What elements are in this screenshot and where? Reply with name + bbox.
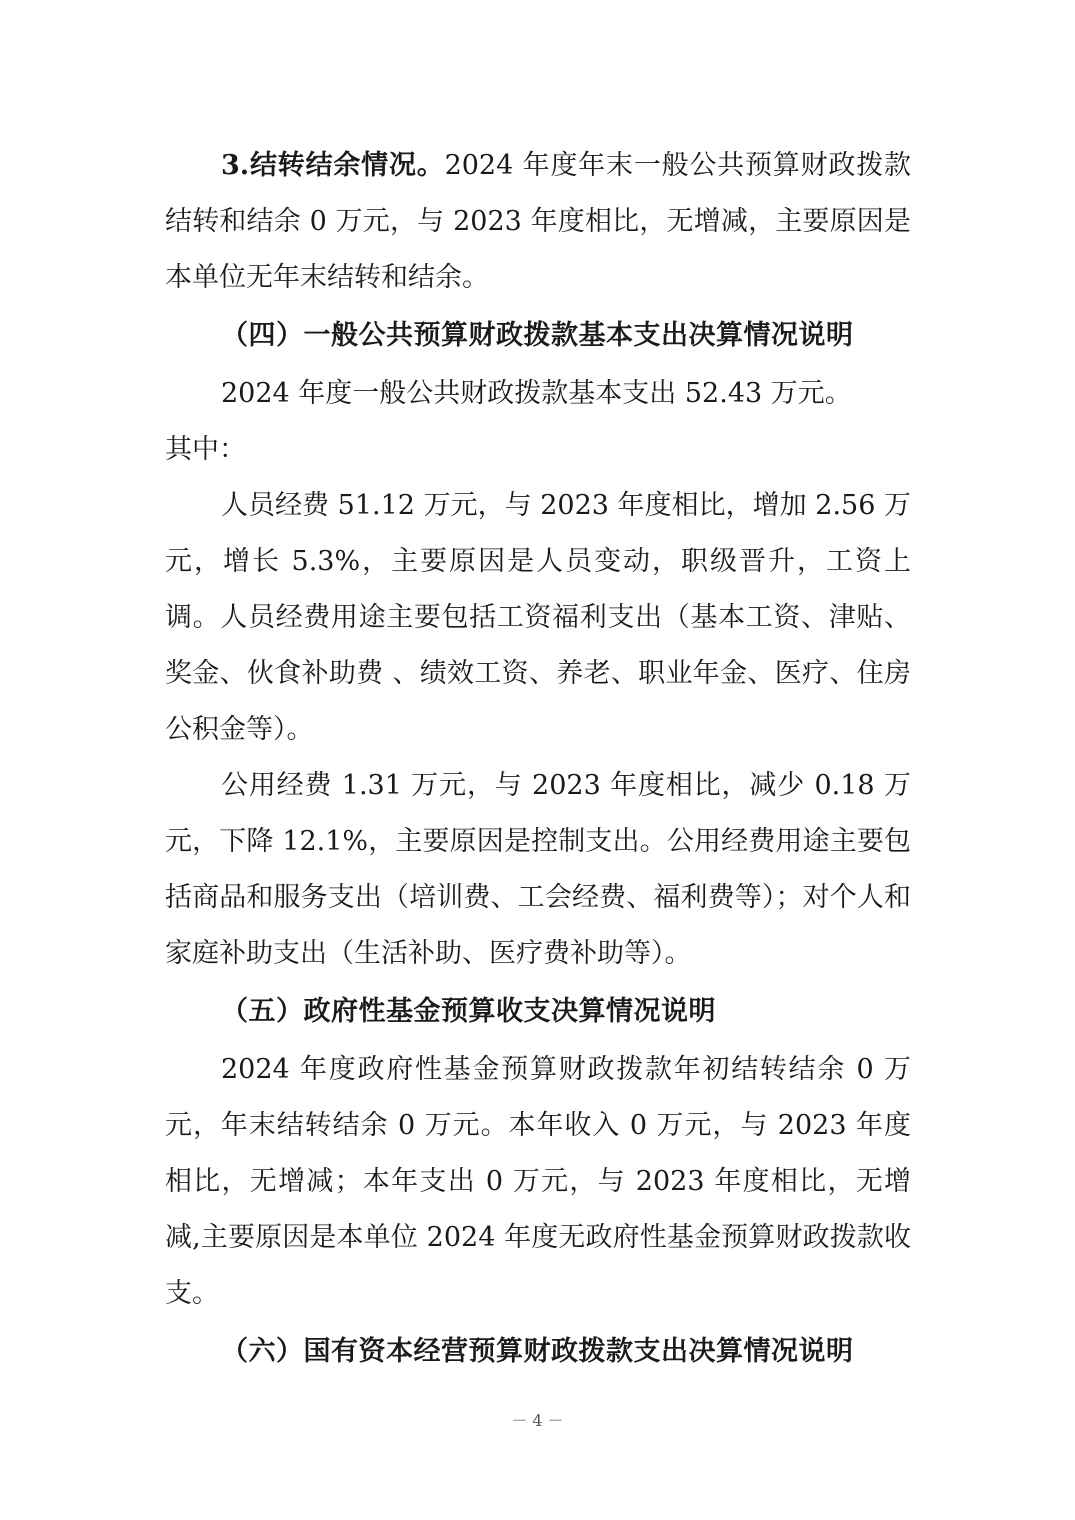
paragraph-government-fund: 2024 年度政府性基金预算财政拨款年初结转结余 0 万元，年末结转结余 0 万元。本年收入 0 万元，与 2023 年度相比，无增减；本年支出 0 万元，与 2023 年度相比，无增减,主要原因是本单位 2024 年度无政府性基金预算财政拨款收支。	[165, 1054, 911, 1309]
paragraph-carryover-balance	[165, 138, 911, 306]
paragraph-among-them: 其中：	[165, 434, 246, 465]
paragraph-public-expenses: 公用经费 1.31 万元，与 2023 年度相比，减少 0.18 万元，下降 12.1%，主要原因是控制支出。公用经费用途主要包括商品和服务支出（培训费、工会经费、福利费等）；对个人和家庭补助支出（生活补助、医疗费补助等）。	[165, 770, 911, 969]
paragraph-lead-carryover: 3.结转结余情况。	[221, 150, 445, 181]
paragraph-text-carryover: 2024 年度年末一般公共预算财政拨款结转和结余 0 万元，与 2023 年度相比，无增减，主要原因是本单位无年末结转和结余。	[165, 150, 912, 293]
section-heading-basic-expenditure: （四）一般公共预算财政拨款基本支出决算情况说明	[221, 320, 854, 351]
section-heading-state-capital: （六）国有资本经营预算财政拨款支出决算情况说明	[221, 1336, 854, 1367]
section-heading-government-fund: （五）政府性基金预算收支决算情况说明	[221, 996, 716, 1027]
page-number: － 4 －	[511, 1411, 564, 1430]
paragraph-basic-expenditure-total: 2024 年度一般公共财政拨款基本支出 52.43 万元。	[221, 378, 852, 409]
document-body	[165, 138, 911, 1382]
paragraph-personnel-expenses: 人员经费 51.12 万元，与 2023 年度相比，增加 2.56 万元，增长 5.3%，主要原因是人员变动，职级晋升，工资上调。人员经费用途主要包括工资福利支出（基本工资、津贴、奖金、伙食补助费 、绩效工资、养老、职业年金、医疗、住房公积金等）。	[165, 490, 911, 745]
